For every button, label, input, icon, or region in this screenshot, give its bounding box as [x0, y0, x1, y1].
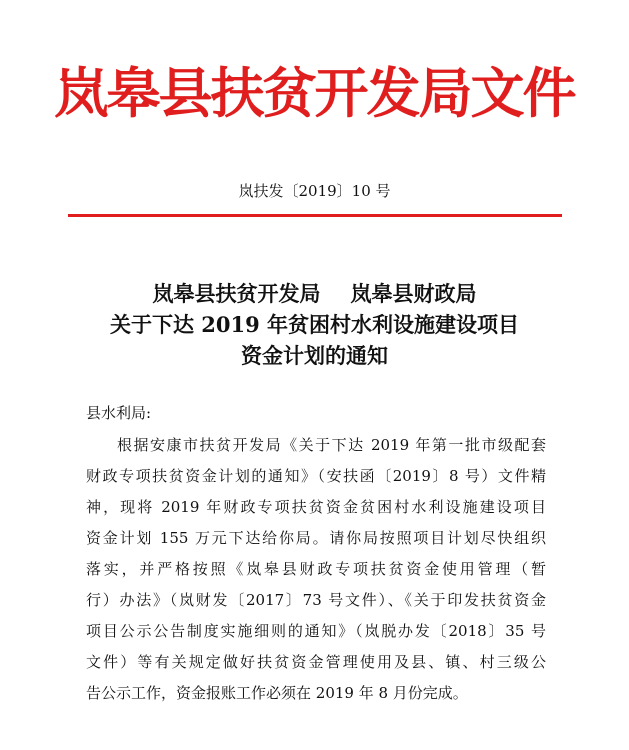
body-line-1: 根据安康市扶贫开发局《关于下达 2019 年第一批市级配套	[117, 436, 546, 454]
title-line-3: 资金计划的通知	[241, 343, 388, 368]
body-line-9: 告公示工作，资金报账工作必须在 2019 年 8 月份完成。	[86, 684, 468, 702]
body-line-7: 项目公示公告制度实施细则的通知》（岚脱办发〔2018〕35 号	[86, 622, 546, 640]
title-issuer-b: 岚皋县财政局	[350, 281, 477, 306]
body-line-5: 落实，并严格按照《岚皋县财政专项扶贫资金使用管理（暂	[86, 560, 546, 578]
title-issuer-a: 岚皋县扶贫开发局	[152, 281, 321, 306]
body-line-3: 神，现将 2019 年财政专项扶贫资金贫困村水利设施建设项目	[86, 498, 546, 516]
salutation: 县水利局:	[86, 404, 152, 422]
body-line-8: 文件）等有关规定做好扶贫资金管理使用及县、镇、村三级公	[86, 653, 546, 671]
body-line-4: 资金计划 155 万元下达给你局。请你局按照项目计划尽快组织	[86, 529, 546, 547]
body-line-6: 行）办法》（岚财发〔2017〕73 号文件）、《关于印发扶贫资金	[86, 591, 546, 609]
title-issuers	[0, 279, 629, 309]
header-red-rule	[68, 214, 562, 217]
document-number: 岚扶发〔2019〕10 号	[238, 182, 391, 200]
body-line-2: 财政专项扶贫资金计划的通知》（安扶函〔2019〕8 号）文件精	[86, 467, 546, 485]
title-line-2: 关于下达 2019 年贫困村水利设施建设项目	[109, 312, 520, 337]
document-header-title: 岚皋县扶贫开发局文件	[54, 61, 575, 125]
